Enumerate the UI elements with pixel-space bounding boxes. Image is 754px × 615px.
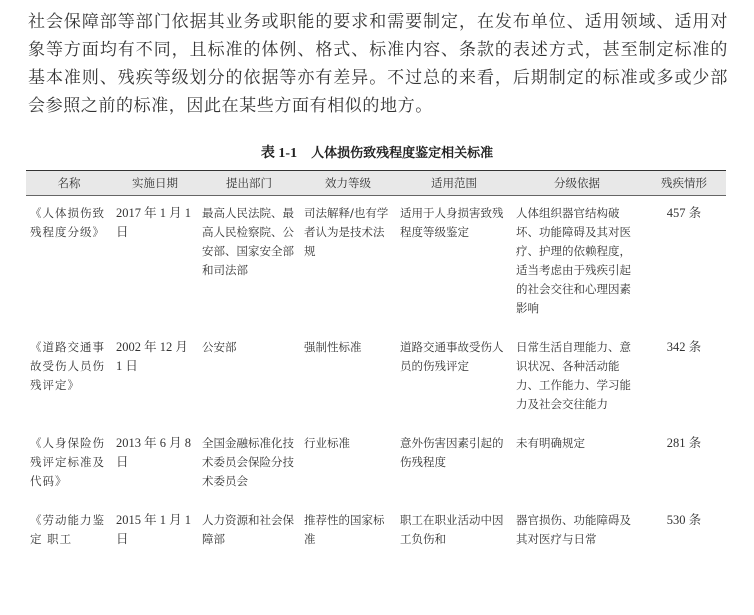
cell-level: 行业标准 [304,436,350,450]
cell-dept: 最高人民法院、最高人民检察院、公安部、国家安全部和司法部 [202,206,294,277]
cell-count: 281 条 [666,436,702,450]
table-caption [0,142,754,162]
cell-name: 《人体损伤致残程度分级》 [30,206,105,239]
header-level: 效力等级 [300,171,396,196]
header-scope: 适用范围 [396,171,512,196]
header-count: 残疾情形 [642,171,726,196]
table-caption-number: 表 1-1 [260,146,298,161]
cell-count: 530 条 [666,513,702,527]
cell-dept: 人力资源和社会保障部 [202,513,294,546]
cell-name: 《劳动能力鉴定 职工 [30,513,105,546]
header-dept: 提出部门 [198,171,300,196]
cell-level: 推荐性的国家标准 [304,513,385,546]
standards-table [26,170,726,561]
body-paragraph: 社会保障部等部门依据其业务或职能的要求和需要制定，在发布单位、适用领域、适用对象等方面均有不同，且标准的体例、格式、标准内容、条款的表述方式，甚至制定标准的基本准则、残疾等级划分的依据等亦有差异。不过总的来看，后期制定的标准或多或少部会参照之前的标准，因此在某些方面有相似的地方。 [28,12,728,116]
cell-name: 《人身保险伤残评定标准及代码》 [30,436,105,488]
cell-basis: 器官损伤、功能障碍及其对医疗与日常 [516,513,631,546]
cell-date: 2015 年 1 月 1 日 [116,513,192,546]
table-caption-title: 人体损伤致残程度鉴定相关标准 [311,146,494,161]
cell-scope: 适用于人身损害致残程度等级鉴定 [400,206,504,239]
cell-scope: 道路交通事故受伤人员的伤残评定 [400,340,504,373]
cell-dept: 公安部 [202,340,237,354]
header-basis: 分级依据 [512,171,642,196]
cell-count: 342 条 [666,340,702,354]
cell-level: 强制性标准 [304,340,362,354]
table-row [26,330,726,426]
cell-date: 2017 年 1 月 1 日 [116,206,192,239]
cell-dept: 全国金融标准化技术委员会保险分技术委员会 [202,436,294,488]
cell-basis: 人体组织器官结构破坏、功能障碍及其对医疗、护理的依赖程度，适当考虑由于残疾引起的社会交往和心理因素影响 [516,206,631,315]
cell-level: 司法解释/也有学者认为是技术法规 [304,206,389,258]
cell-date: 2002 年 12 月 1 日 [116,340,188,373]
table-row [26,503,726,561]
header-date: 实施日期 [112,171,198,196]
cell-scope: 意外伤害因素引起的伤残程度 [400,436,504,469]
cell-scope: 职工在职业活动中因工负伤和 [400,513,504,546]
table-header-row [26,171,726,196]
cell-name: 《道路交通事故受伤人员伤残评定》 [30,340,105,392]
header-name: 名称 [26,171,112,196]
cell-count: 457 条 [666,206,702,220]
cell-date: 2013 年 6 月 8 日 [116,436,192,469]
cell-basis: 未有明确规定 [516,436,585,450]
cell-basis: 日常生活自理能力、意识状况、各种活动能力、工作能力、学习能力及社会交往能力 [516,340,631,411]
table-row [26,426,726,503]
table-row [26,196,726,331]
